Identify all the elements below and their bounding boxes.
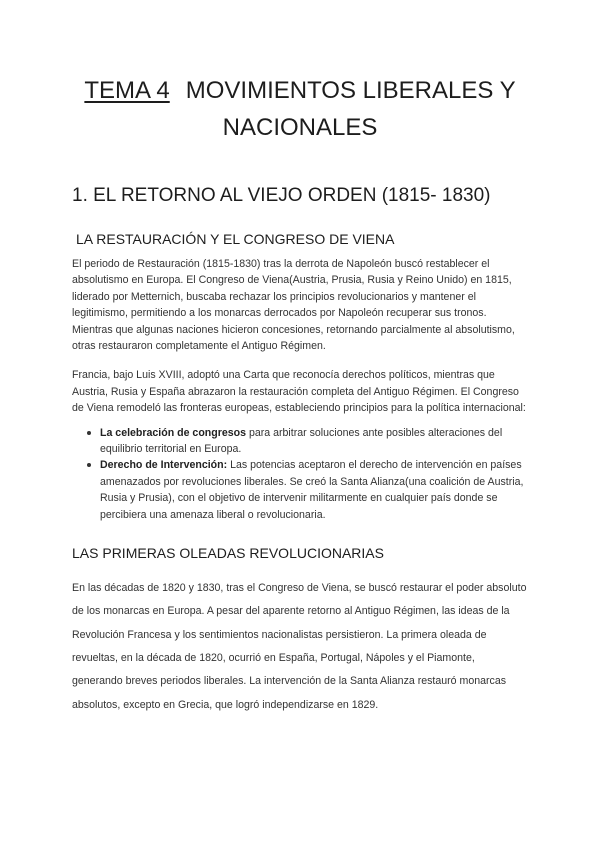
list-item: [100, 425, 528, 458]
oleadas-paragraph: En las décadas de 1820 y 1830, tras el Congreso de Viena, se buscó restaurar el poder absoluto de los monarcas en Europa. A pesar del aparente retorno al Antiguo Régimen, las ideas de la Revolución Francesa y los sentimientos nacionalistas persistieron. La primera oleada de revueltas, en la década de 1820, ocurrió en España, Portugal, Nápoles y el Piamonte, generando breves periodos liberales. La intervención de la Santa Alianza restauró monarcas absolutos, excepto en Grecia, que logró independizarse en 1829.: [72, 582, 527, 711]
list-item-text: para arbitrar soluciones ante posibles alteraciones del equilibrio territorial en Europa.: [100, 426, 503, 456]
restauracion-subheading: LA RESTAURACIÓN Y EL CONGRESO DE VIENA: [76, 231, 395, 247]
title-line-1: MOVIMIENTOS LIBERALES Y: [185, 77, 516, 104]
list-item-text: Las potencias aceptaron el derecho de intervención en países amenazados por revoluciones liberales. Se creó la Santa Alianza(una coalición de Austria, Rusia y Prusia), con el objetivo de intervenir militarmente en cualquier país donde se percibiera una amenaza liberal o revolucionaria.: [100, 459, 524, 521]
principles-list: [72, 425, 528, 523]
list-item: [100, 457, 528, 523]
document-title: [72, 0, 528, 146]
restauracion-paragraph-2: Francia, bajo Luis XVIII, adoptó una Carta que reconocía derechos políticos, mientras que Austria, Rusia y España abrazaron la restauración completa del Antiguo Régimen. El Congreso de Viena remodeló las fronteras europeas, estableciendo principios para la política internacional:: [72, 369, 526, 415]
section-1-heading: 1. EL RETORNO AL VIEJO ORDEN (1815- 1830): [72, 185, 491, 206]
restauracion-paragraph-1: El periodo de Restauración (1815-1830) tras la derrota de Napoleón buscó restablecer el absolutismo en Europa. El Congreso de Viena(Austria, Prusia, Rusia y Reino Unido) en 1815, liderado por Metternich, buscaba rechazar los principios revolucionarios y mantener el legitimismo, permitiendo a los monarcas derrocados por Napoleón recuperar sus tronos. Mientras que algunas naciones hicieron concesiones, retornando parcialmente al absolutismo, otras restauraron completamente el Antiguo Régimen.: [72, 258, 515, 353]
tema-label: TEMA 4: [84, 77, 170, 104]
list-item-term: Derecho de Intervención:: [100, 459, 228, 472]
list-item-term: La celebración de congresos: [100, 426, 247, 439]
title-line-2: NACIONALES: [222, 114, 378, 141]
oleadas-heading: LAS PRIMERAS OLEADAS REVOLUCIONARIAS: [72, 545, 384, 562]
